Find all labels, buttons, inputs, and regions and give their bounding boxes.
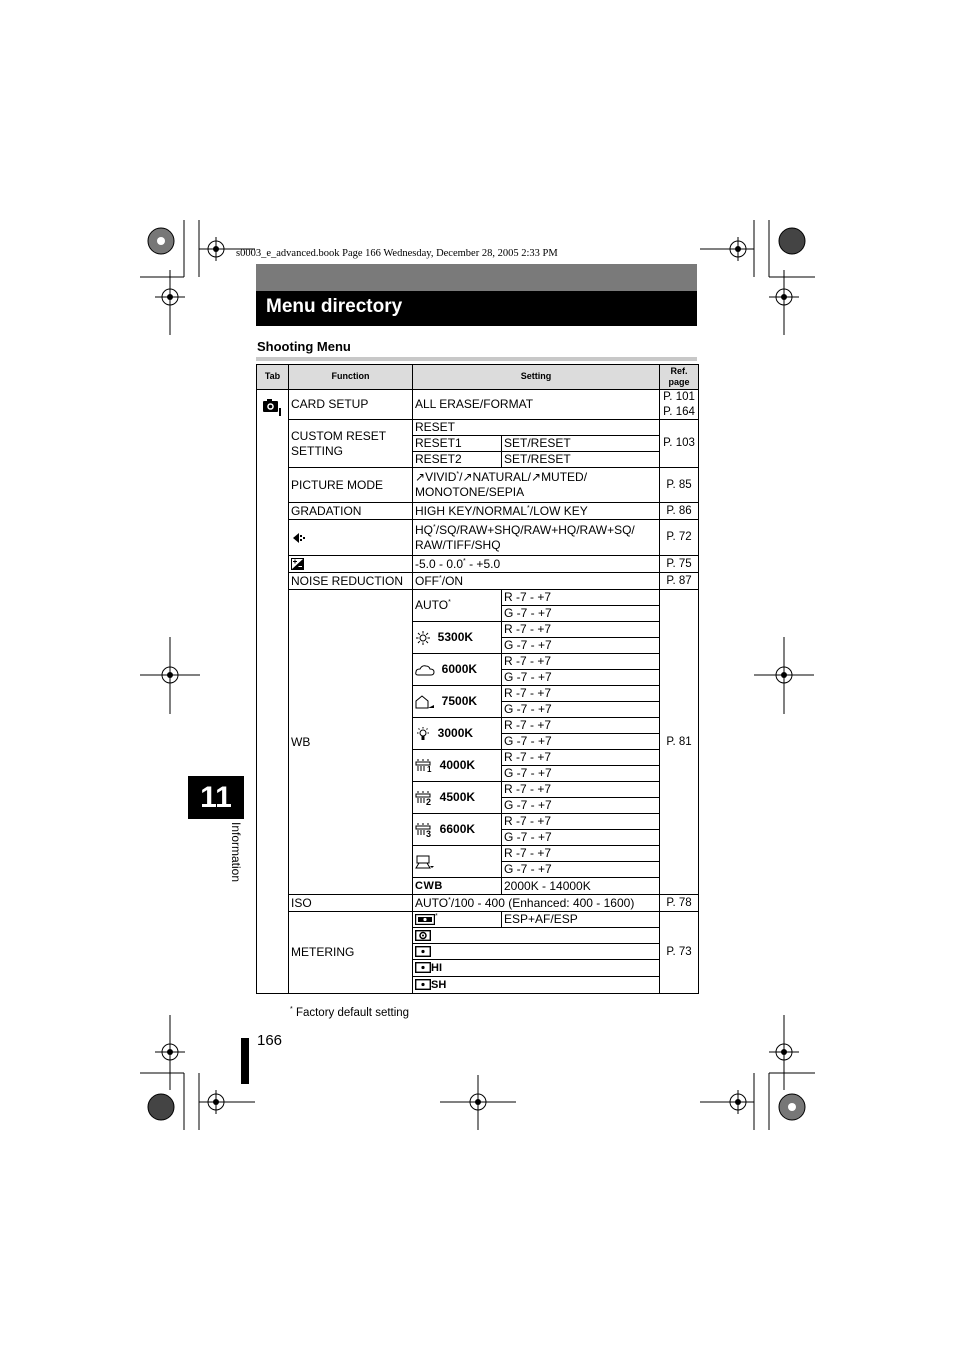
setting-reset2: RESET2 <box>413 452 502 468</box>
sun-icon <box>415 631 431 645</box>
page-title: Menu directory <box>256 291 697 326</box>
setting-gradation: HIGH KEY/NORMAL*/LOW KEY <box>413 503 660 520</box>
wb-6000k: 6000K <box>413 654 502 686</box>
ref-noise: P. 87 <box>660 573 699 590</box>
wb-6600k: 3 6600K <box>413 814 502 846</box>
wb-r: R -7 - +7 <box>502 622 660 638</box>
table-row <box>257 912 699 928</box>
wb-cwb-setting: 2000K - 14000K <box>502 878 660 895</box>
exposure-compensation-icon <box>291 558 304 570</box>
function-gradation: GRADATION <box>289 503 413 520</box>
function-metering: METERING <box>289 912 413 994</box>
ref-record-mode: P. 72 <box>660 520 699 556</box>
wb-r: R -7 - +7 <box>502 654 660 670</box>
function-noise-reduction: NOISE REDUCTION <box>289 573 413 590</box>
table-row <box>257 573 699 590</box>
function-exposure-comp <box>289 556 413 573</box>
setting-noise: OFF*/ON <box>413 573 660 590</box>
setting-record-mode: HQ*/SQ/RAW+SHQ/RAW+HQ/RAW+SQ/ RAW/TIFF/SHQ <box>413 520 660 556</box>
flash-wb-icon <box>415 855 435 869</box>
chapter-number: 11 <box>188 776 244 819</box>
function-iso: ISO <box>289 895 413 912</box>
col-header-tab: Tab <box>257 365 289 390</box>
svg-text:3: 3 <box>426 828 432 837</box>
wb-5300k: 5300K <box>413 622 502 654</box>
ref-metering: P. 73 <box>660 912 699 994</box>
spot-metering-icon <box>415 962 431 973</box>
function-record-mode <box>289 520 413 556</box>
setting-reset1: RESET1 <box>413 436 502 452</box>
wb-3000k: 3000K <box>413 718 502 750</box>
col-header-setting: Setting <box>413 365 660 390</box>
table-row <box>257 420 699 436</box>
ref-gradation: P. 86 <box>660 503 699 520</box>
book-info-line: s0003_e_advanced.book Page 166 Wednesday, December 28, 2005 2:33 PM <box>236 248 558 259</box>
chapter-label: Information <box>229 822 243 883</box>
setting-reset: RESET <box>413 420 660 436</box>
ref-wb: P. 81 <box>660 590 699 895</box>
wb-flash <box>413 846 502 878</box>
tab-cell <box>257 390 289 994</box>
table-row <box>257 390 699 420</box>
wb-r: R -7 - +7 <box>502 686 660 702</box>
record-mode-icon <box>291 532 307 544</box>
col-header-function: Function <box>289 365 413 390</box>
shooting-menu-table <box>256 364 699 994</box>
wb-g: G -7 - +7 <box>502 798 660 814</box>
table-row <box>257 590 699 606</box>
ref-exposure: P. 75 <box>660 556 699 573</box>
setting-picture-mode: ↗VIVID*/↗NATURAL/↗MUTED/ MONOTONE/SEPIA <box>413 468 660 503</box>
picture-mode-icon: ↗ <box>415 470 426 485</box>
section-rule <box>256 357 697 361</box>
wb-g: G -7 - +7 <box>502 638 660 654</box>
function-custom-reset: CUSTOM RESET SETTING <box>289 420 413 468</box>
spot-metering-icon <box>415 946 431 957</box>
wb-g: G -7 - +7 <box>502 862 660 878</box>
wb-g: G -7 - +7 <box>502 670 660 686</box>
metering-spot <box>413 944 660 960</box>
page-number: 166 <box>257 1032 283 1049</box>
fluorescent-2-icon <box>415 791 433 805</box>
page-number-bar <box>241 1038 249 1084</box>
wb-4500k: 2 4500K <box>413 782 502 814</box>
function-picture-mode: PICTURE MODE <box>289 468 413 503</box>
wb-r: R -7 - +7 <box>502 814 660 830</box>
wb-g: G -7 - +7 <box>502 766 660 782</box>
wb-cwb: CWB <box>413 878 502 895</box>
wb-g: G -7 - +7 <box>502 702 660 718</box>
ref-iso: P. 78 <box>660 895 699 912</box>
ref-custom-reset: P. 103 <box>660 420 699 468</box>
wb-g: G -7 - +7 <box>502 606 660 622</box>
wb-7500k: 7500K <box>413 686 502 718</box>
setting-reset1-value: SET/RESET <box>502 436 660 452</box>
table-row <box>257 895 699 912</box>
table-row <box>257 520 699 556</box>
picture-mode-icon: ↗ <box>462 470 473 485</box>
shade-icon <box>415 695 435 709</box>
table-row <box>257 556 699 573</box>
metering-esp-setting: ESP+AF/ESP <box>502 912 660 928</box>
wb-4000k: 1 4000K <box>413 750 502 782</box>
table-row <box>257 468 699 503</box>
metering-spot-sh: SH <box>413 976 660 993</box>
svg-text:1: 1 <box>427 764 432 773</box>
setting-iso: AUTO*/100 - 400 (Enhanced: 400 - 1600) <box>413 895 660 912</box>
wb-r: R -7 - +7 <box>502 718 660 734</box>
wb-auto: AUTO* <box>413 590 502 622</box>
setting-all-erase: ALL ERASE/FORMAT <box>413 390 660 420</box>
spot-metering-icon <box>415 979 431 990</box>
metering-spot-hi: HI <box>413 960 660 977</box>
section-title: Shooting Menu <box>257 339 351 354</box>
wb-g: G -7 - +7 <box>502 830 660 846</box>
table-header-row <box>257 365 699 390</box>
ref-picture-mode: P. 85 <box>660 468 699 503</box>
wb-g: G -7 - +7 <box>502 734 660 750</box>
col-header-ref: Ref. page <box>660 365 699 390</box>
function-wb: WB <box>289 590 413 895</box>
wb-r: R -7 - +7 <box>502 782 660 798</box>
header-gray-bar <box>256 264 697 291</box>
picture-mode-icon: ↗ <box>531 470 542 485</box>
function-card-setup: CARD SETUP <box>289 390 413 420</box>
svg-text:2: 2 <box>426 796 432 805</box>
fluorescent-3-icon <box>415 823 433 837</box>
setting-exposure: -5.0 - 0.0* - +5.0 <box>413 556 660 573</box>
footnote: * Factory default setting <box>290 1006 410 1019</box>
metering-esp: * <box>413 912 502 928</box>
table-row <box>257 503 699 520</box>
metering-center-weighted <box>413 928 660 944</box>
center-weighted-icon <box>415 930 431 941</box>
setting-reset2-value: SET/RESET <box>502 452 660 468</box>
cloud-icon <box>415 664 435 676</box>
shooting-menu-camera-icon <box>262 396 284 418</box>
tungsten-bulb-icon <box>415 727 431 741</box>
wb-r: R -7 - +7 <box>502 590 660 606</box>
wb-r: R -7 - +7 <box>502 750 660 766</box>
fluorescent-1-icon <box>415 759 433 773</box>
ref-card-setup: P. 101 P. 164 <box>660 390 699 420</box>
wb-r: R -7 - +7 <box>502 846 660 862</box>
esp-metering-icon <box>415 914 435 925</box>
